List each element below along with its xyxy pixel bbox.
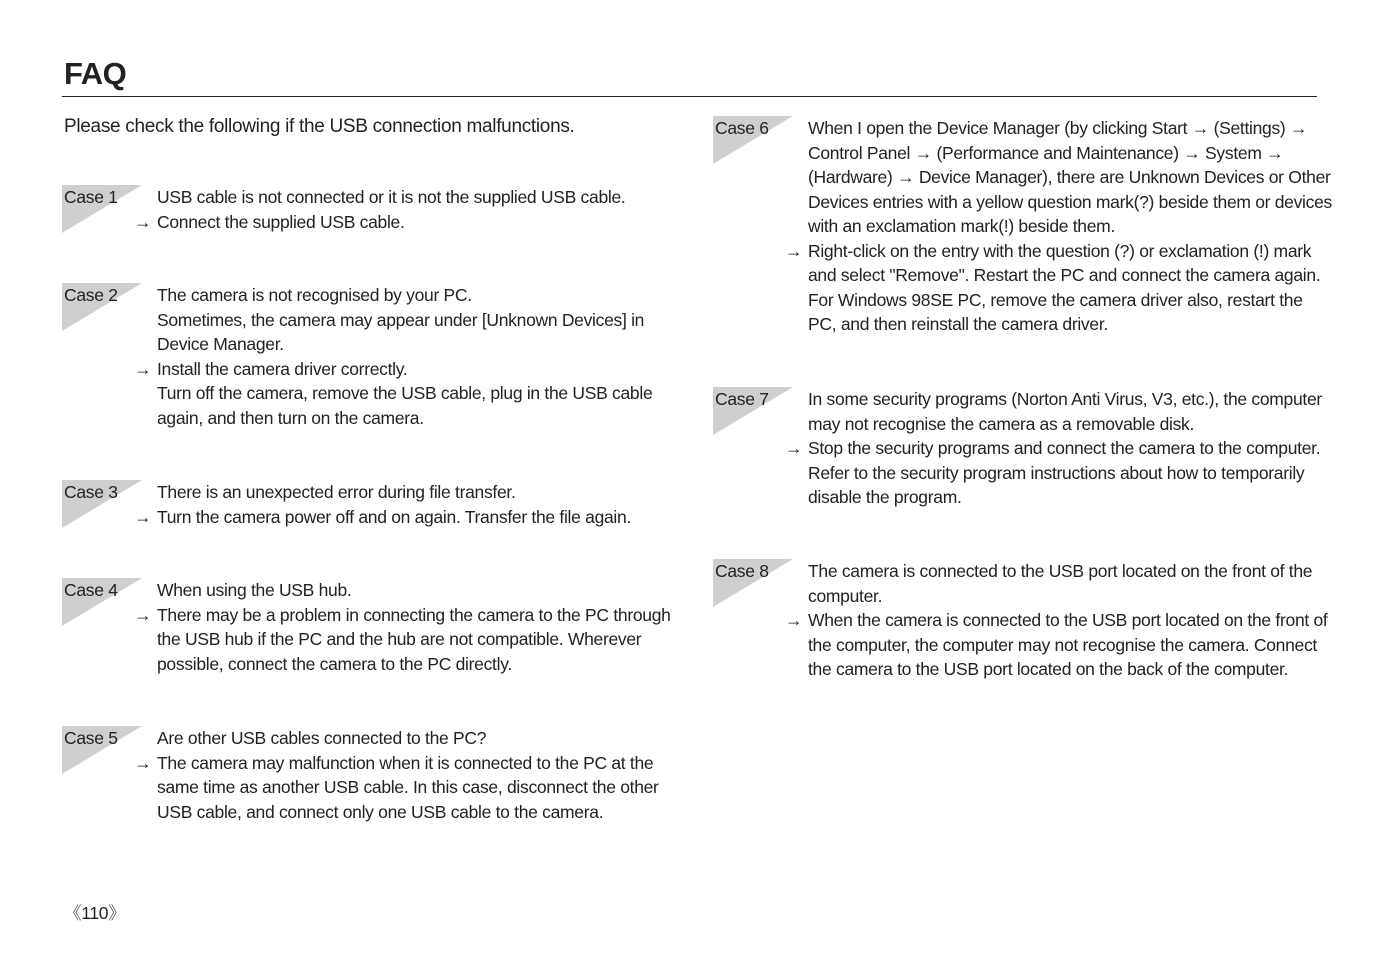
case-tag: [62, 480, 142, 528]
case-tag: [713, 116, 793, 164]
case-label: Case 6: [715, 118, 769, 138]
title-divider: [62, 96, 1317, 97]
solution-line: There may be a problem in connecting the camera to the PC through: [157, 604, 671, 625]
arrow-right-icon: →: [785, 610, 803, 630]
arrow-right-icon: →: [134, 506, 152, 527]
page-number: 《110》: [64, 903, 126, 923]
problem-line: Sometimes, the camera may appear under [Unknown Devices] in: [157, 309, 645, 330]
problem-line: computer.: [808, 585, 883, 606]
solution-line: possible, connect the camera to the PC directly.: [157, 653, 512, 674]
case-tag: [62, 578, 142, 626]
solution-line: USB cable, and connect only one USB cable to the camera.: [157, 801, 604, 822]
case-label: Case 7: [715, 389, 769, 409]
solution-line: Connect the supplied USB cable.: [157, 211, 405, 232]
problem-line: When I open the Device Manager (by clicking Start → (Settings) →: [808, 118, 1308, 138]
case-body: [134, 185, 626, 234]
problem-line: The camera is not recognised by your PC.: [157, 285, 472, 305]
solution-line: Install the camera driver correctly.: [157, 358, 408, 379]
problem-line: may not recognise the camera as a removable disk.: [808, 413, 1195, 434]
case-tag: [713, 387, 793, 435]
case-label: Case 8: [715, 561, 769, 581]
case-tag: [62, 726, 142, 774]
case-tag: [62, 185, 142, 233]
problem-line: (Hardware) → Device Manager), there are Unknown Devices or Other: [808, 167, 1331, 187]
problem-line: with an exclamation mark(!) beside them.: [808, 216, 1116, 236]
solution-line: disable the program.: [808, 487, 962, 507]
problem-line: Devices entries with a yellow question mark(?) beside them or devices: [808, 191, 1332, 212]
arrow-right-icon: →: [134, 211, 152, 232]
solution-line: The camera may malfunction when it is connected to the PC at the: [157, 752, 654, 773]
problem-line: Control Panel → (Performance and Maintenance) → System →: [808, 142, 1284, 163]
problem-line: The camera is connected to the USB port located on the front of the: [808, 561, 1313, 581]
arrow-right-icon: →: [785, 240, 803, 261]
solution-line: again, and then turn on the camera.: [157, 407, 424, 428]
solution-line: Turn the camera power off and on again. Transfer the file again.: [157, 506, 632, 527]
solution-line: PC, and then reinstall the camera driver.: [808, 314, 1108, 334]
solution-line: and select "Remove". Restart the PC and connect the camera again.: [808, 265, 1321, 285]
case-label: Case 4: [64, 580, 118, 600]
case-label: Case 1: [64, 187, 118, 207]
case-body: [134, 578, 671, 676]
case-body: [785, 559, 1328, 682]
solution-line: Stop the security programs and connect the camera to the computer.: [808, 438, 1321, 458]
solution-line: the computer, the computer may not recognise the camera. Connect: [808, 634, 1317, 655]
solution-line: Turn off the camera, remove the USB cable, plug in the USB cable: [157, 383, 653, 403]
problem-line: Device Manager.: [157, 334, 284, 354]
arrow-right-icon: →: [134, 604, 152, 625]
solution-line: For Windows 98SE PC, remove the camera driver also, restart the: [808, 289, 1303, 310]
case-body: [134, 480, 632, 529]
solution-line: Right-click on the entry with the question (?) or exclamation (!) mark: [808, 240, 1312, 261]
case-body: [785, 116, 1332, 337]
solution-line: same time as another USB cable. In this case, disconnect the other: [157, 777, 659, 797]
arrow-right-icon: →: [785, 438, 803, 458]
problem-line: There is an unexpected error during file transfer.: [157, 482, 516, 502]
page-title: FAQ: [64, 56, 127, 91]
problem-line: USB cable is not connected or it is not the supplied USB cable.: [157, 187, 626, 207]
solution-line: the USB hub if the PC and the hub are not compatible. Wherever: [157, 629, 642, 649]
case-label: Case 2: [64, 285, 118, 305]
problem-line: Are other USB cables connected to the PC?: [157, 728, 487, 748]
case-label: Case 5: [64, 728, 118, 748]
case-body: [134, 726, 659, 824]
problem-line: In some security programs (Norton Anti Virus, V3, etc.), the computer: [808, 389, 1322, 409]
solution-line: When the camera is connected to the USB port located on the front of: [808, 610, 1328, 630]
case-body: [785, 387, 1322, 510]
case-body: [134, 283, 653, 430]
case-tag: [713, 559, 793, 607]
problem-line: When using the USB hub.: [157, 580, 352, 600]
intro-text: Please check the following if the USB connection malfunctions.: [64, 116, 575, 137]
arrow-right-icon: →: [134, 752, 152, 773]
case-label: Case 3: [64, 482, 118, 502]
solution-line: Refer to the security program instructions about how to temporarily: [808, 462, 1305, 483]
solution-line: the camera to the USB port located on the back of the computer.: [808, 659, 1289, 679]
case-tag: [62, 283, 142, 331]
arrow-right-icon: →: [134, 358, 152, 379]
